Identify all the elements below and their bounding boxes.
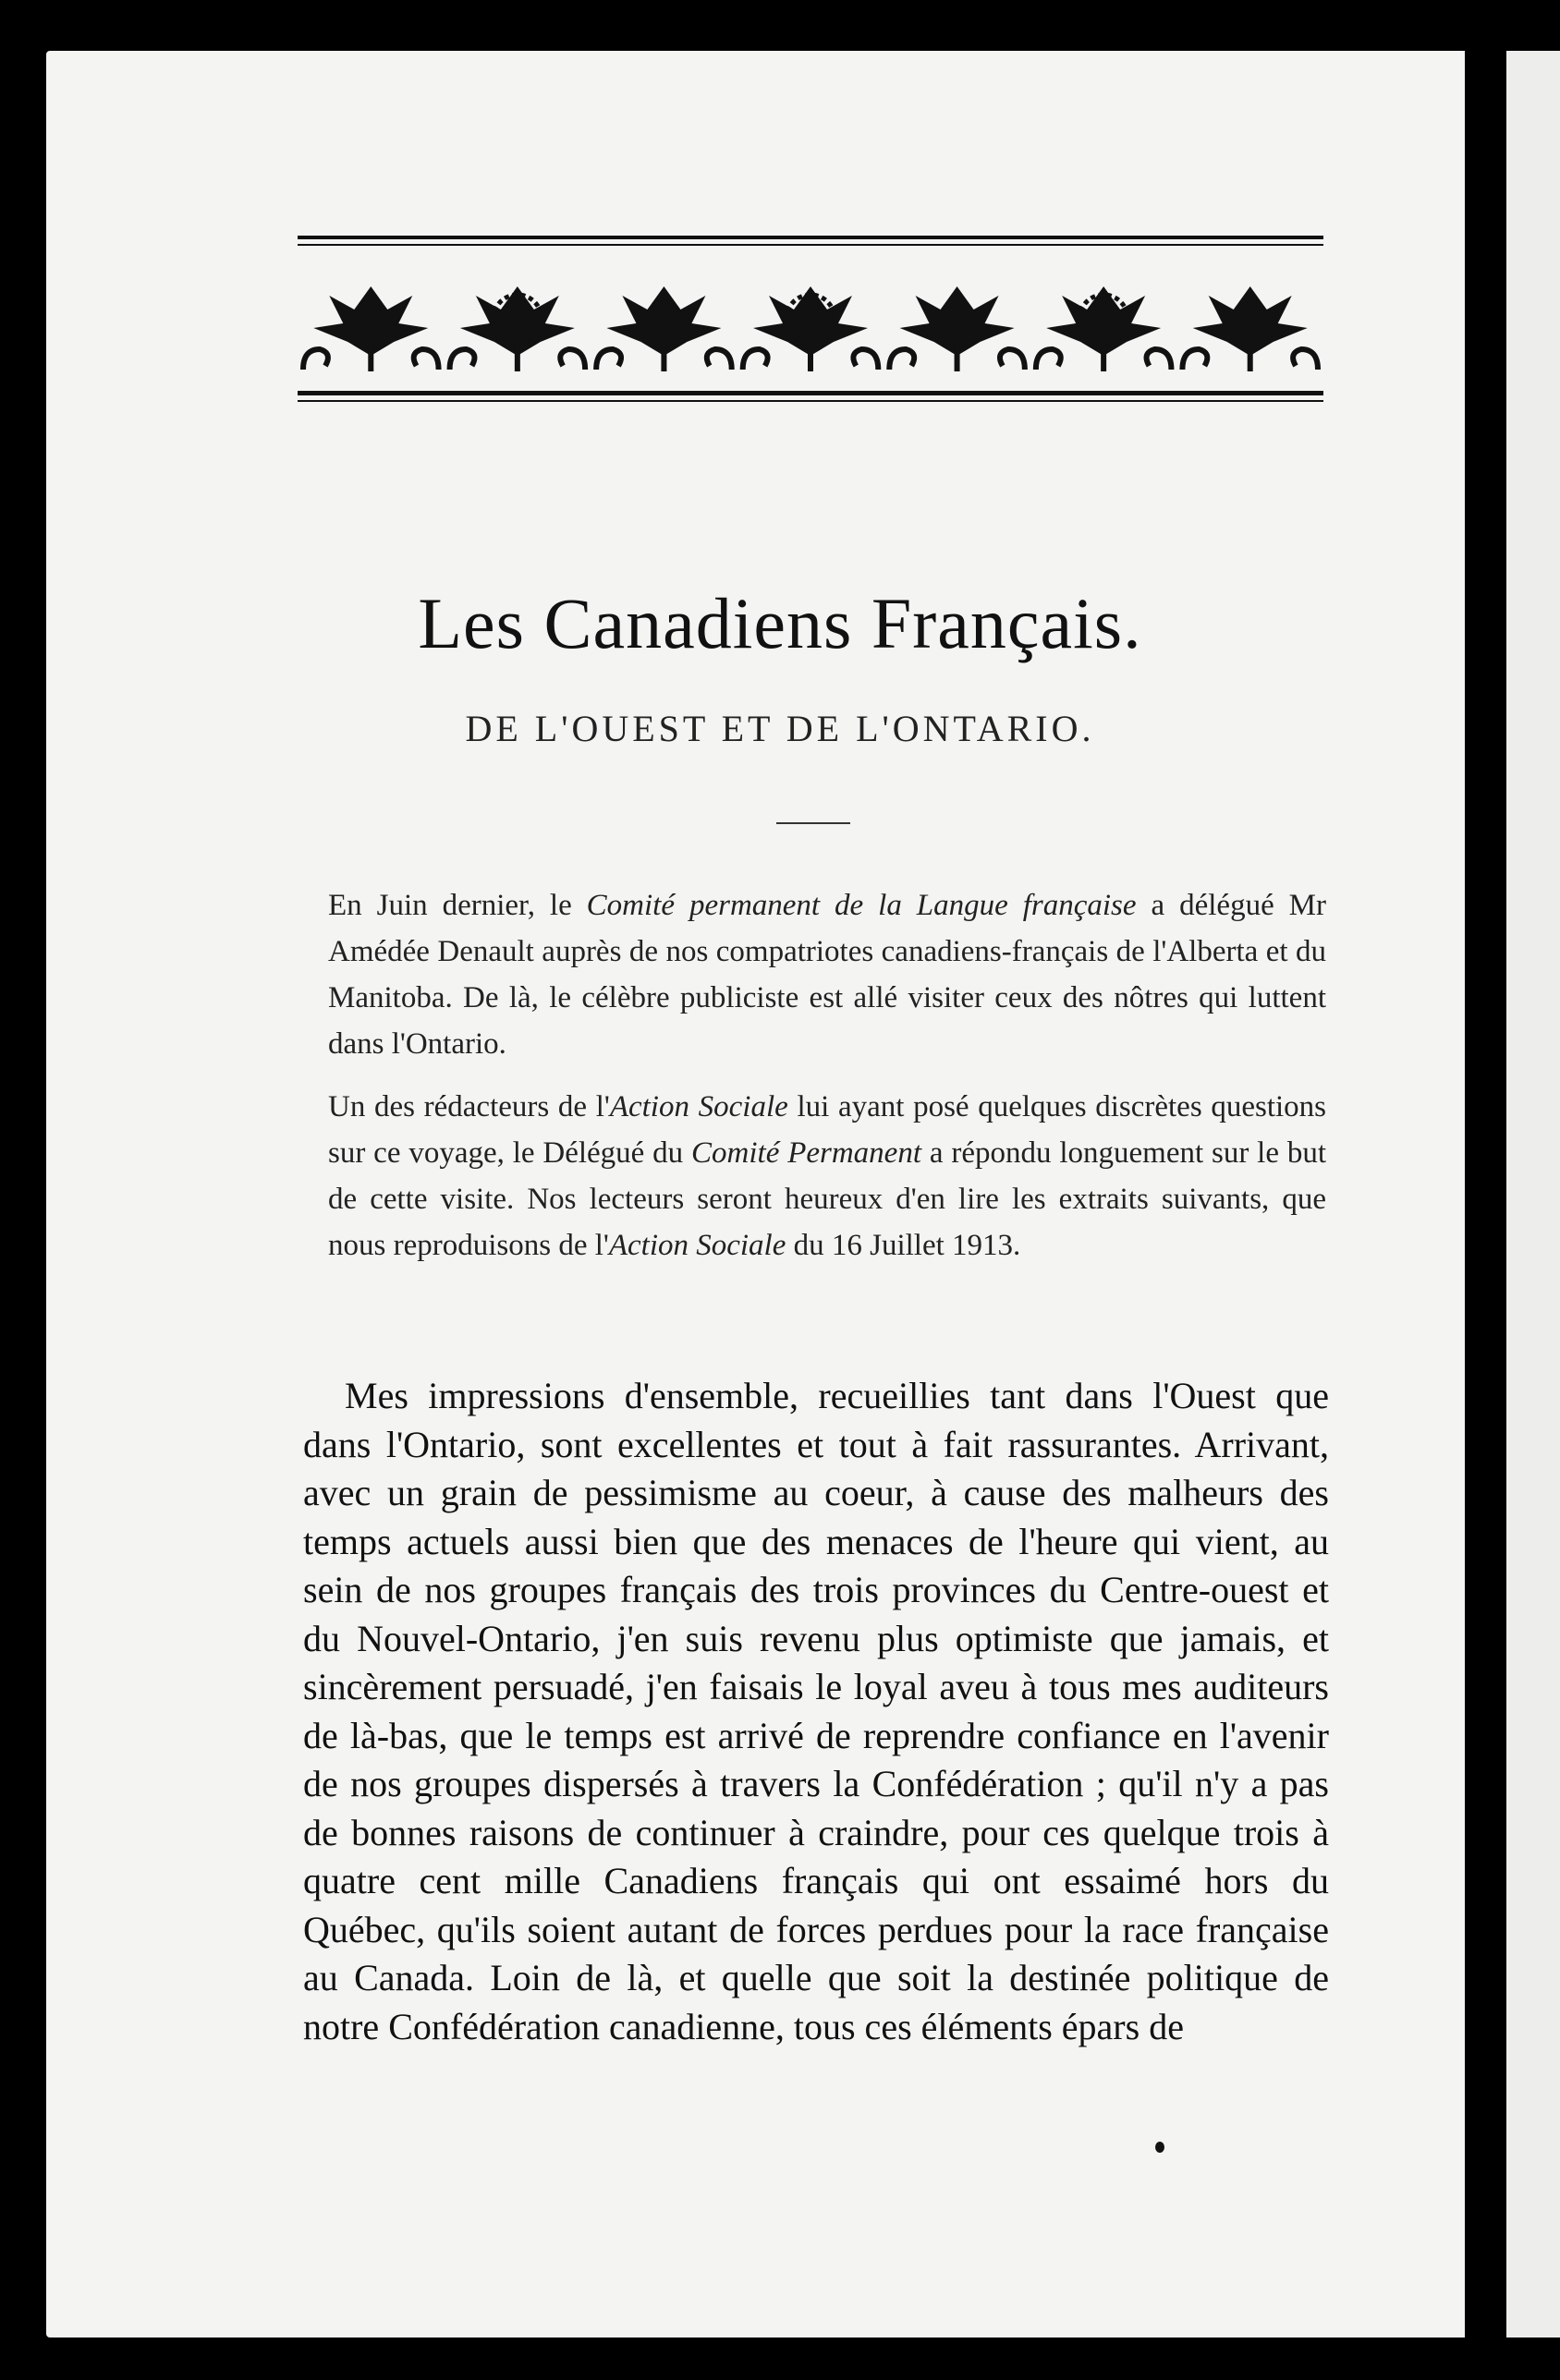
intro-text: lui ayant posé quelques discrètes questions sur ce voyage, le Délégué du	[328, 1090, 1326, 1170]
intro-italic-text: Action Sociale	[609, 1090, 788, 1123]
intro-italic-text: Comité permanent de la Langue française	[586, 889, 1137, 922]
intro-italic-text: Comité Permanent	[691, 1136, 921, 1170]
page-gutter	[1465, 37, 1506, 2380]
leaf-motif	[596, 286, 732, 371]
intro-text: a délégué Mr Amédée Denault auprès de nos compatriotes canadiens-français de l'Alberta et du Manitoba. De là, le célèbre publiciste est allé visiter ceux des nôtres qui luttent dans l'Ontario.	[328, 889, 1326, 1061]
floral-motif-row	[303, 286, 1318, 371]
section-divider	[776, 822, 850, 824]
leaf-motif	[303, 286, 439, 371]
intro-paragraph-2	[328, 1084, 1326, 1269]
intro-paragraph-1	[328, 882, 1326, 1067]
main-body	[303, 1372, 1329, 2051]
introduction	[328, 882, 1326, 1285]
leaf-motif	[1036, 286, 1172, 371]
page-subtitle: DE L'OUEST ET DE L'ONTARIO.	[465, 708, 1095, 749]
adjacent-page-edge	[1505, 51, 1560, 2338]
intro-text: a répondu longuement sur le but de cette visite. Nos lecteurs seront heureux d'en lire les extraits suivants, que nous reproduisons de l'	[328, 1136, 1326, 1262]
intro-text: du 16 Juillet 1913.	[786, 1229, 1021, 1262]
page-title: Les Canadiens Français.	[418, 583, 1142, 663]
ink-dot	[1155, 2142, 1164, 2153]
body-paragraph-1: Mes impressions d'ensemble, recueillies tant dans l'Ouest que dans l'Ontario, sont excellentes et tout à fait rassurantes. Arrivant, avec un grain de pessimisme au coeur, à cause des malheurs des temps actuels aussi bien que des menaces de l'heure qui vient, au sein de nos groupes français des trois provinces du Centre-ouest et du Nouvel-Ontario, j'en suis revenu plus optimiste que jamais, et sincèrement persuadé, j'en faisais le loyal aveu à tous mes auditeurs de là-bas, que le temps est arrivé de reprendre confiance en l'avenir de nos groupes dispersés à travers la Confédération ; qu'il n'y a pas de bonnes raisons de continuer à craindre, pour ces quelque trois à quatre cent mille Canadiens français qui ont essaimé hors du Québec, qu'ils soient autant de forces perdues pour la race française au Canada. Loin de là, et quelle que soit la destinée politique de notre Confédération canadienne, tous ces éléments épars de	[303, 1375, 1329, 2047]
intro-italic-text: Action Sociale	[608, 1229, 786, 1262]
leaf-motif	[889, 286, 1025, 371]
intro-text: En Juin dernier, le	[328, 889, 587, 922]
floral-border-ornament	[298, 231, 1323, 416]
leaf-motif	[1182, 286, 1318, 371]
leaf-motif	[450, 286, 586, 371]
intro-text: Un des rédacteurs de l'	[328, 1090, 610, 1123]
leaf-motif	[743, 286, 879, 371]
